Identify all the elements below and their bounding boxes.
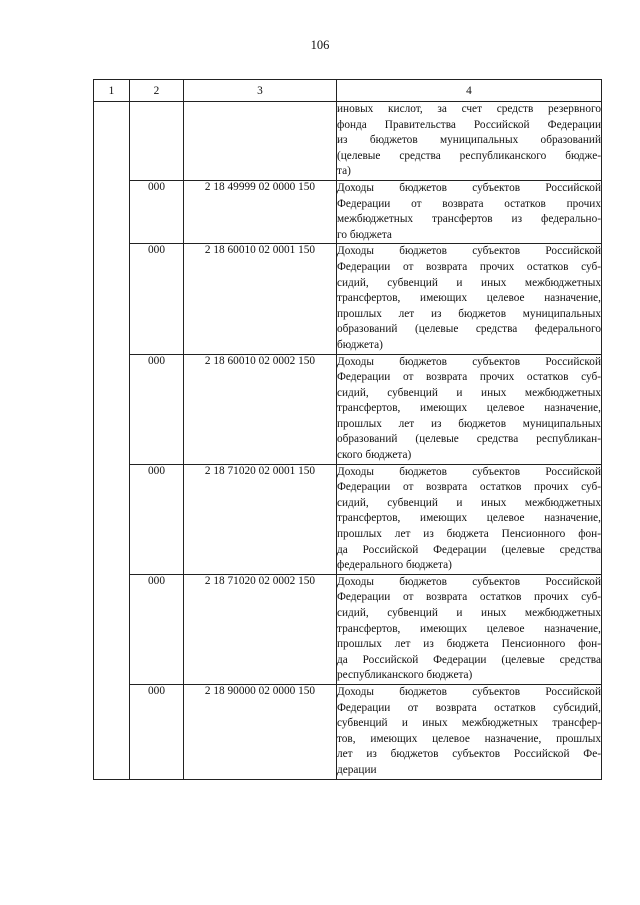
description-line: Федерации от возврата остатков прочих суб- — [337, 481, 601, 494]
budget-revenue-table — [93, 79, 602, 780]
continuation-row — [94, 102, 602, 181]
description-line: бюджета) — [337, 338, 383, 351]
description-line: Доходы бюджетов субъектов Российской — [337, 245, 601, 258]
column-header-2: 2 — [130, 80, 184, 102]
admin-code-cell: 000 — [130, 180, 184, 243]
description-line: да Российской Федерации (целевые средства — [337, 543, 601, 556]
description-cell — [337, 464, 602, 574]
table-row — [94, 354, 602, 464]
column-header-1: 1 — [94, 80, 130, 102]
kbk-code-cell: 2 18 71020 02 0001 150 — [184, 464, 337, 574]
kbk-code-cell: 2 18 49999 02 0000 150 — [184, 180, 337, 243]
description-line: сидий, субвенций и иных межбюджетных — [337, 276, 601, 289]
description-line: трансфертов, имеющих целевое назначение, — [337, 292, 601, 305]
description-line: го бюджета — [337, 228, 392, 241]
description-line: прошлых лет из бюджетов муниципальных — [337, 417, 601, 430]
description-line: трансфертов, имеющих целевое назначение, — [337, 512, 601, 525]
description-line: федерального бюджета) — [337, 559, 452, 572]
kbk-code-cell: 2 18 71020 02 0002 150 — [184, 574, 337, 684]
description-line: (целевые средства республиканского бюдже- — [337, 149, 601, 162]
table-row — [94, 244, 602, 354]
admin-code-cell: 000 — [130, 574, 184, 684]
description-line: образований (целевые средства республикан- — [337, 433, 601, 446]
description-line: образований (целевые средства федерального — [337, 323, 601, 336]
description-line: да Российской Федерации (целевые средства — [337, 653, 601, 666]
description-line: трансфертов, имеющих целевое назначение, — [337, 402, 601, 415]
description-line: трансфертов, имеющих целевое назначение, — [337, 622, 601, 635]
description-line: Доходы бюджетов субъектов Российской — [337, 465, 601, 478]
description-line: лет из бюджетов субъектов Российской Фе- — [337, 748, 601, 761]
kbk-code-cell: 2 18 60010 02 0002 150 — [184, 354, 337, 464]
description-line: дерации — [337, 763, 377, 776]
column-1-merged-cell — [94, 102, 130, 780]
admin-code-cell: 000 — [130, 354, 184, 464]
description-line: та) — [337, 165, 351, 178]
description-line: Доходы бюджетов субъектов Российской — [337, 355, 601, 368]
description-line: сидий, субвенций и иных межбюджетных — [337, 386, 601, 399]
description-line: из бюджетов муниципальных образований — [337, 134, 601, 147]
description-line: сидий, субвенций и иных межбюджетных — [337, 607, 601, 619]
column-header-3: 3 — [184, 80, 337, 102]
description-line: ского бюджета) — [337, 449, 412, 462]
admin-code-cell: 000 — [130, 464, 184, 574]
description-line: Доходы бюджетов субъектов Российской — [337, 575, 601, 588]
table-row — [94, 180, 602, 243]
description-line: Федерации от возврата прочих остатков суб- — [337, 371, 601, 384]
description-line: республиканского бюджета) — [337, 669, 473, 682]
description-line: прошлых лет из бюджета Пенсионного фон- — [337, 528, 601, 541]
description-line: тов, имеющих целевое назначение, прошлых — [337, 732, 601, 745]
kbk-code-cell: 2 18 90000 02 0000 150 — [184, 684, 337, 779]
description-cell — [337, 354, 602, 464]
column-header-4: 4 — [337, 80, 602, 102]
table-header-row — [94, 80, 602, 102]
description-cell — [337, 244, 602, 354]
description-cell — [337, 574, 602, 684]
admin-code-cell: 000 — [130, 244, 184, 354]
kbk-code-cell — [184, 102, 337, 181]
table-row — [94, 684, 602, 779]
description-line: Федерации от возврата остатков субсидий, — [337, 701, 601, 714]
description-line: межбюджетных трансфертов из федерально- — [337, 213, 601, 226]
description-cell — [337, 180, 602, 243]
continuation-description — [337, 102, 602, 181]
description-line: Доходы бюджетов субъектов Российской — [337, 685, 601, 698]
description-line: Федерации от возврата остатков прочих — [337, 197, 601, 210]
description-line: иновых кислот, за счет средств резервного — [337, 103, 601, 115]
description-line: Федерации от возврата прочих остатков суб- — [337, 260, 601, 273]
page-number: 106 — [310, 38, 330, 52]
description-line: прошлых лет из бюджета Пенсионного фон- — [337, 638, 601, 651]
description-line: фонда Правительства Российской Федерации — [337, 118, 601, 131]
description-line: субвенций и иных межбюджетных трансфер- — [337, 717, 601, 730]
description-line: Федерации от возврата остатков прочих суб- — [337, 591, 601, 604]
admin-code-cell — [130, 102, 184, 181]
description-line: сидий, субвенций и иных межбюджетных — [337, 496, 601, 509]
admin-code-cell: 000 — [130, 684, 184, 779]
description-line: прошлых лет из бюджетов муниципальных — [337, 307, 601, 320]
description-line: Доходы бюджетов субъектов Российской — [337, 181, 601, 194]
table-row — [94, 574, 602, 684]
description-cell — [337, 684, 602, 779]
table-row — [94, 464, 602, 574]
kbk-code-cell: 2 18 60010 02 0001 150 — [184, 244, 337, 354]
